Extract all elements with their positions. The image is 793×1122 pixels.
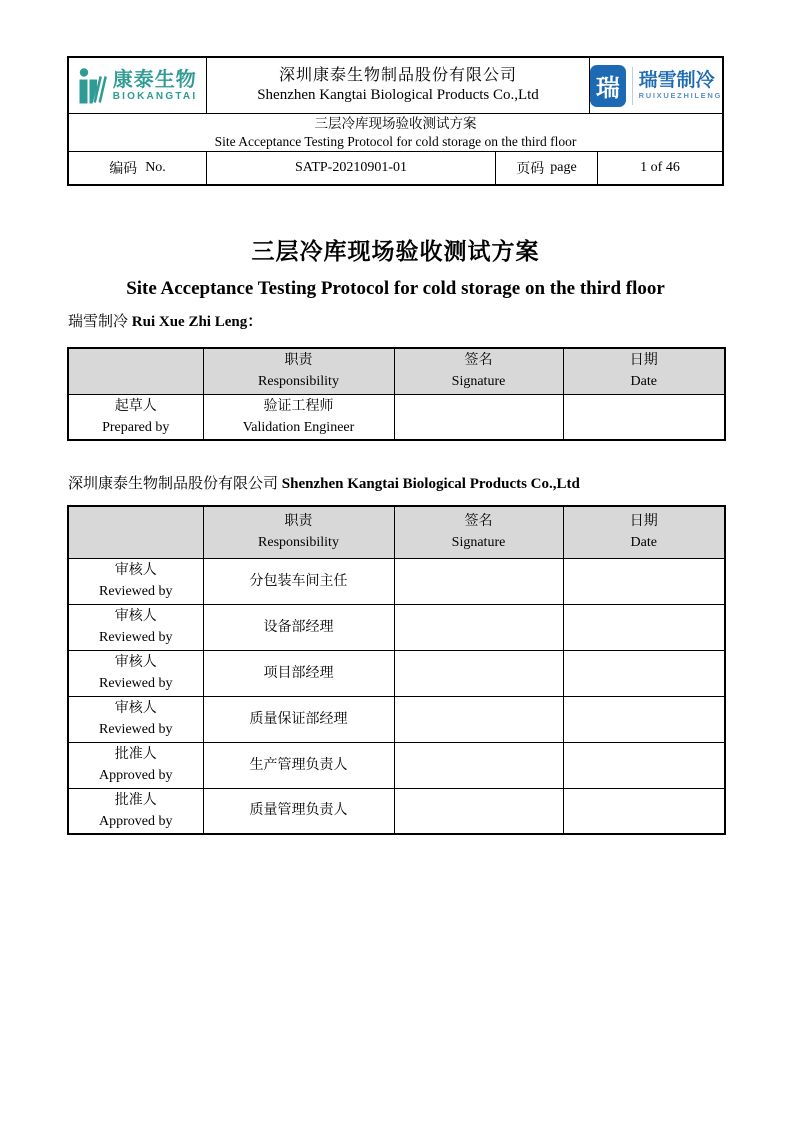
- responsibility-cell: 设备部经理: [203, 604, 394, 650]
- document-header-table: [67, 56, 724, 186]
- role-cell: 审核人 Reviewed by: [68, 650, 203, 696]
- responsibility-cell: 项目部经理: [203, 650, 394, 696]
- section1-label-en: Rui Xue Zhi Leng：: [131, 314, 263, 330]
- page-title-cn: 三层冷库现场验收测试方案: [251, 239, 540, 264]
- signature-cell: [394, 788, 563, 834]
- date-cell: [563, 742, 725, 788]
- biokangtai-logo-en: BIOKANGTAI: [112, 90, 198, 102]
- table-row: [68, 742, 725, 788]
- page-value-cell: 1 of 46: [640, 160, 680, 175]
- page-title-en: Site Acceptance Testing Protocol for cold storage on the third floor: [126, 278, 665, 299]
- page-label-cell: [496, 152, 598, 184]
- responsibility-header-cell: 职责 Responsibility: [203, 348, 394, 394]
- code-label-cell: [69, 152, 207, 184]
- section2-label-en: Shenzhen Kangtai Biological Products Co.,Ltd: [281, 476, 580, 492]
- responsibility-cell: 验证工程师 Validation Engineer: [203, 394, 394, 440]
- table-row: [68, 604, 725, 650]
- responsibility-header-cell: 职责 Responsibility: [203, 506, 394, 558]
- biokangtai-logo-text: [113, 70, 198, 102]
- section1-label-cn: 瑞雪制冷: [68, 314, 129, 330]
- header-doc-title-cn: 三层冷库现场验收测试方案: [314, 115, 477, 131]
- code-label-en: No.: [145, 160, 166, 175]
- responsibility-cell: 分包装车间主任: [203, 558, 394, 604]
- biokangtai-logo: [69, 58, 207, 113]
- code-value-cell: SATP-20210901-01: [207, 152, 496, 184]
- signature-cell: [394, 650, 563, 696]
- signature-cell: [394, 394, 563, 440]
- ruixue-signature-table: [67, 347, 726, 441]
- role-cell: 批准人 Approved by: [68, 742, 203, 788]
- responsibility-cell: 生产管理负责人: [203, 742, 394, 788]
- signature-cell: [394, 696, 563, 742]
- ruixue-logo-text: [639, 71, 722, 101]
- table-row: [68, 394, 725, 440]
- role-cell: 审核人 Reviewed by: [68, 696, 203, 742]
- date-cell: [563, 696, 725, 742]
- date-cell: [563, 394, 725, 440]
- page-label-en: page: [550, 160, 577, 175]
- header-doc-title-row: [69, 114, 722, 152]
- kangtai-signature-table: [67, 505, 726, 835]
- table-row: [68, 650, 725, 696]
- date-cell: [563, 604, 725, 650]
- date-cell: [563, 650, 725, 696]
- table-row: [68, 558, 725, 604]
- header-doc-title-en: Site Acceptance Testing Protocol for cold storage on the third floor: [214, 133, 577, 149]
- page-label-cn: 页码: [516, 162, 545, 177]
- role-cell: 审核人 Reviewed by: [68, 604, 203, 650]
- section2-label-cn: 深圳康泰生物制品股份有限公司: [68, 476, 279, 492]
- responsibility-cell: 质量保证部经理: [203, 696, 394, 742]
- code-label-cn: 编码: [109, 162, 138, 177]
- logo-divider: [632, 67, 633, 105]
- biokangtai-person-icon: [78, 68, 108, 104]
- date-cell: [563, 788, 725, 834]
- table-row: [68, 696, 725, 742]
- table-header-row: [68, 348, 725, 394]
- role-header-cell: [68, 506, 203, 558]
- role-cell: 批准人 Approved by: [68, 788, 203, 834]
- section-label-ruixue: [68, 310, 262, 331]
- company-name-cn: 深圳康泰生物制品股份有限公司: [278, 67, 517, 85]
- table-row: [68, 788, 725, 834]
- date-header-cell: 日期 Date: [563, 506, 725, 558]
- ruixue-logo: [590, 58, 722, 113]
- header-code-row: [69, 152, 722, 184]
- date-header-cell: 日期 Date: [563, 348, 725, 394]
- signature-cell: [394, 558, 563, 604]
- section-label-kangtai: [68, 472, 580, 493]
- role-header-cell: [68, 348, 203, 394]
- signature-cell: [394, 604, 563, 650]
- role-cell: 起草人 Prepared by: [68, 394, 203, 440]
- date-cell: [563, 558, 725, 604]
- role-cell: 审核人 Reviewed by: [68, 558, 203, 604]
- signature-header-cell: 签名 Signature: [394, 348, 563, 394]
- header-company-cell: [207, 58, 590, 113]
- signature-header-cell: 签名 Signature: [394, 506, 563, 558]
- signature-cell: [394, 742, 563, 788]
- ruixue-logo-cn: 瑞雪制冷: [638, 69, 715, 91]
- responsibility-cell: 质量管理负责人: [203, 788, 394, 834]
- ruixue-logo-en: RUIXUEZHILENG: [638, 91, 722, 101]
- ruixue-logo-icon: 瑞: [590, 65, 626, 107]
- table-header-row: [68, 506, 725, 558]
- header-logo-row: [69, 58, 722, 114]
- company-name-en: Shenzhen Kangtai Biological Products Co.,Ltd: [257, 87, 539, 104]
- biokangtai-logo-cn: 康泰生物: [112, 68, 197, 91]
